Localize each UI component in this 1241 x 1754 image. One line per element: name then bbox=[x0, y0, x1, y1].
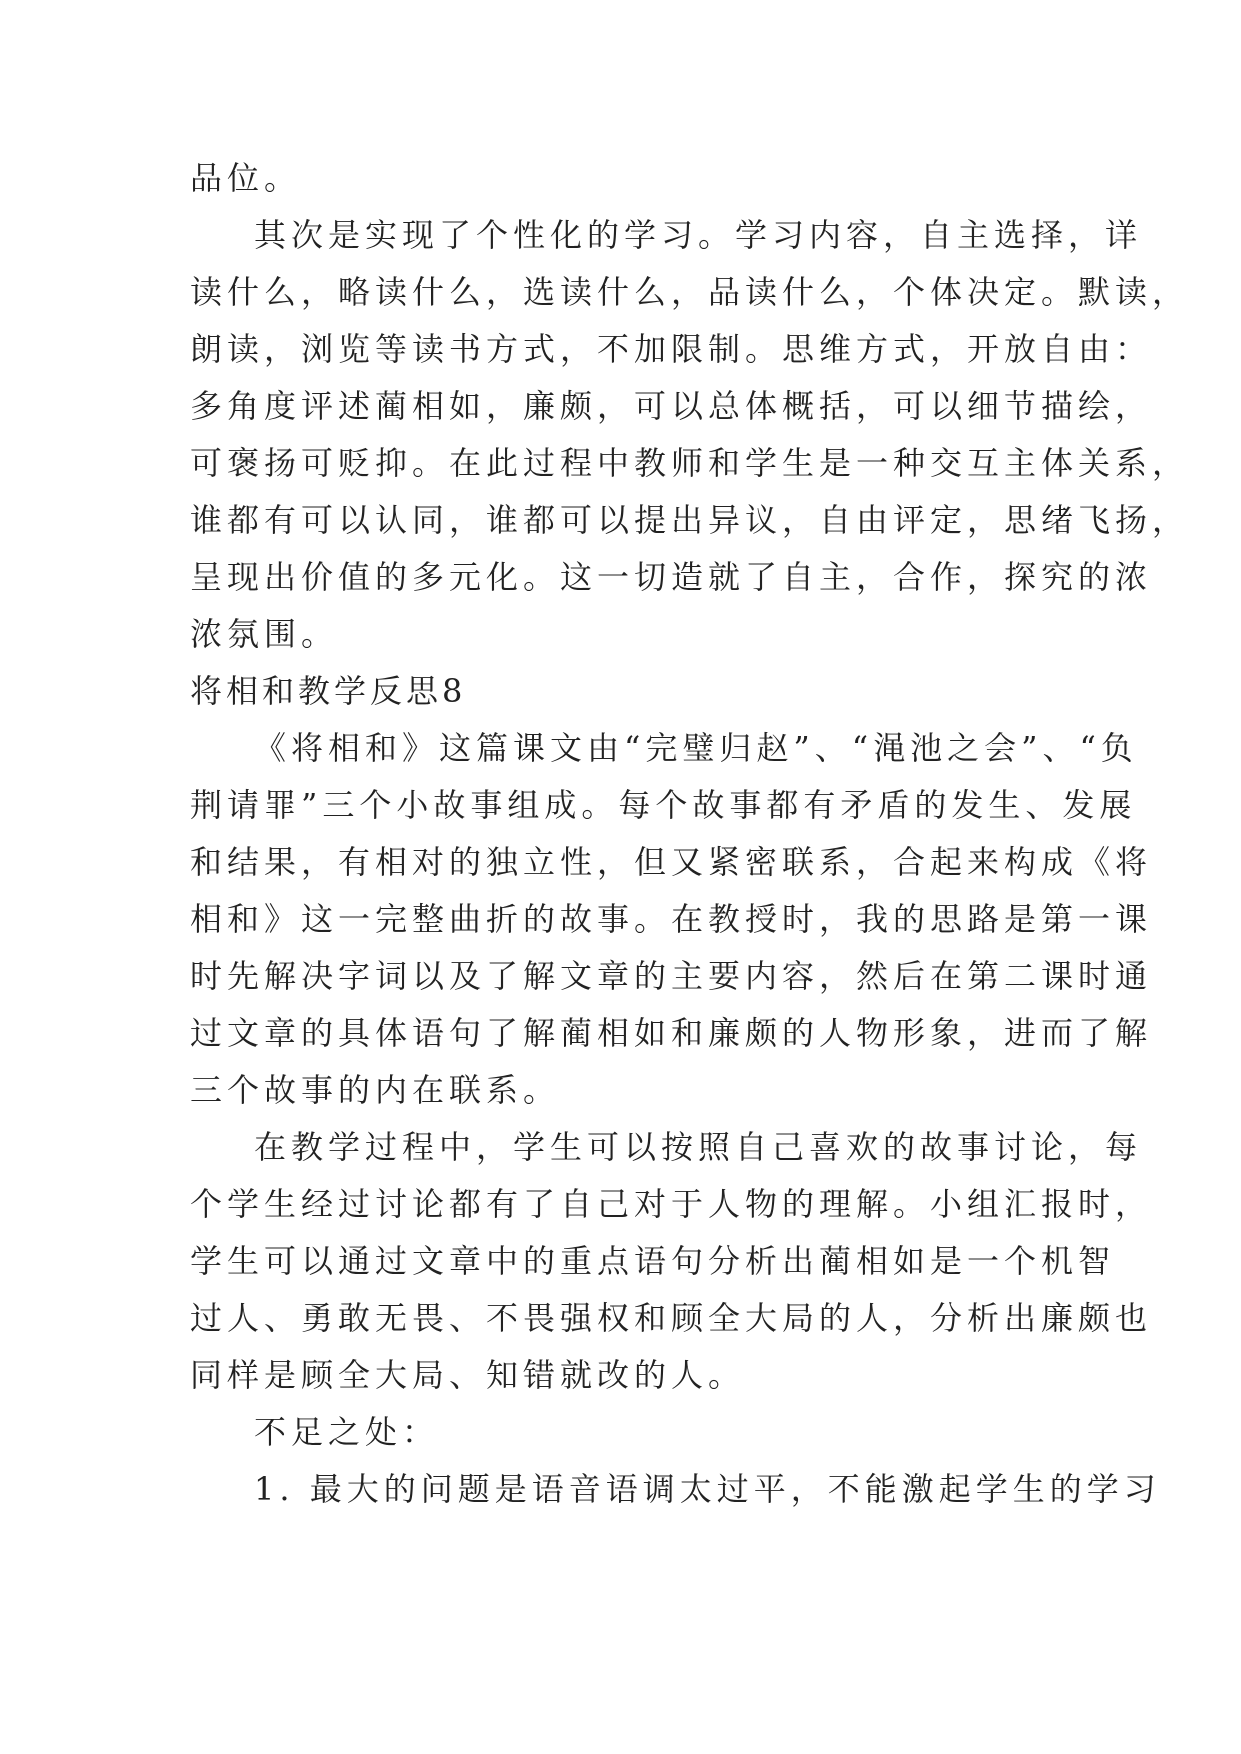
text-line: 呈现出价值的多元化。这一切造就了自主，合作，探究的浓 bbox=[190, 558, 1153, 596]
document-body bbox=[190, 150, 1190, 1518]
text-line: 和结果，有相对的独立性，但又紧密联系，合起来构成《将 bbox=[190, 843, 1153, 881]
text-line: 其次是实现了个性化的学习。学习内容，自主选择，详 bbox=[254, 216, 1143, 254]
text-line: 三个故事的内在联系。 bbox=[190, 1071, 561, 1109]
text-line: 相和》这一完整曲折的故事。在教授时，我的思路是第一课 bbox=[190, 900, 1153, 938]
text-line: 1. 最大的问题是语音语调太过平，不能激起学生的学习 bbox=[254, 1470, 1161, 1508]
text-line: 浓氛围。 bbox=[190, 615, 339, 653]
text-line: 不足之处： bbox=[254, 1413, 440, 1451]
text-line: 可褒扬可贬抑。在此过程中教师和学生是一种交互主体关系， bbox=[190, 444, 1190, 482]
text-line: 过文章的具体语句了解蔺相如和廉颇的人物形象，进而了解 bbox=[190, 1014, 1153, 1052]
text-line: 多角度评述蔺相如，廉颇，可以总体概括，可以细节描绘， bbox=[190, 387, 1153, 425]
section-heading: 将相和教学反思8 bbox=[190, 672, 467, 710]
text-line: 《将相和》这篇课文由“完璧归赵”、“渑池之会”、“负 bbox=[254, 729, 1138, 767]
text-line: 谁都有可以认同，谁都可以提出异议，自由评定，思绪飞扬， bbox=[190, 501, 1190, 539]
text-line: 过人、勇敢无畏、不畏强权和顾全大局的人，分析出廉颇也 bbox=[190, 1299, 1153, 1337]
text-line: 学生可以通过文章中的重点语句分析出蔺相如是一个机智 bbox=[190, 1242, 1116, 1280]
text-line: 读什么，略读什么，选读什么，品读什么，个体决定。默读， bbox=[190, 273, 1190, 311]
text-line: 品位。 bbox=[190, 159, 302, 197]
text-line: 同样是顾全大局、知错就改的人。 bbox=[190, 1356, 746, 1394]
text-line: 朗读，浏览等读书方式，不加限制。思维方式，开放自由： bbox=[190, 330, 1153, 368]
text-line: 个学生经过讨论都有了自己对于人物的理解。小组汇报时， bbox=[190, 1185, 1153, 1223]
text-line: 荆请罪”三个小故事组成。每个故事都有矛盾的发生、发展 bbox=[190, 786, 1137, 824]
text-line: 在教学过程中，学生可以按照自己喜欢的故事讨论，每 bbox=[254, 1128, 1143, 1166]
text-line: 时先解决字词以及了解文章的主要内容，然后在第二课时通 bbox=[190, 957, 1153, 995]
